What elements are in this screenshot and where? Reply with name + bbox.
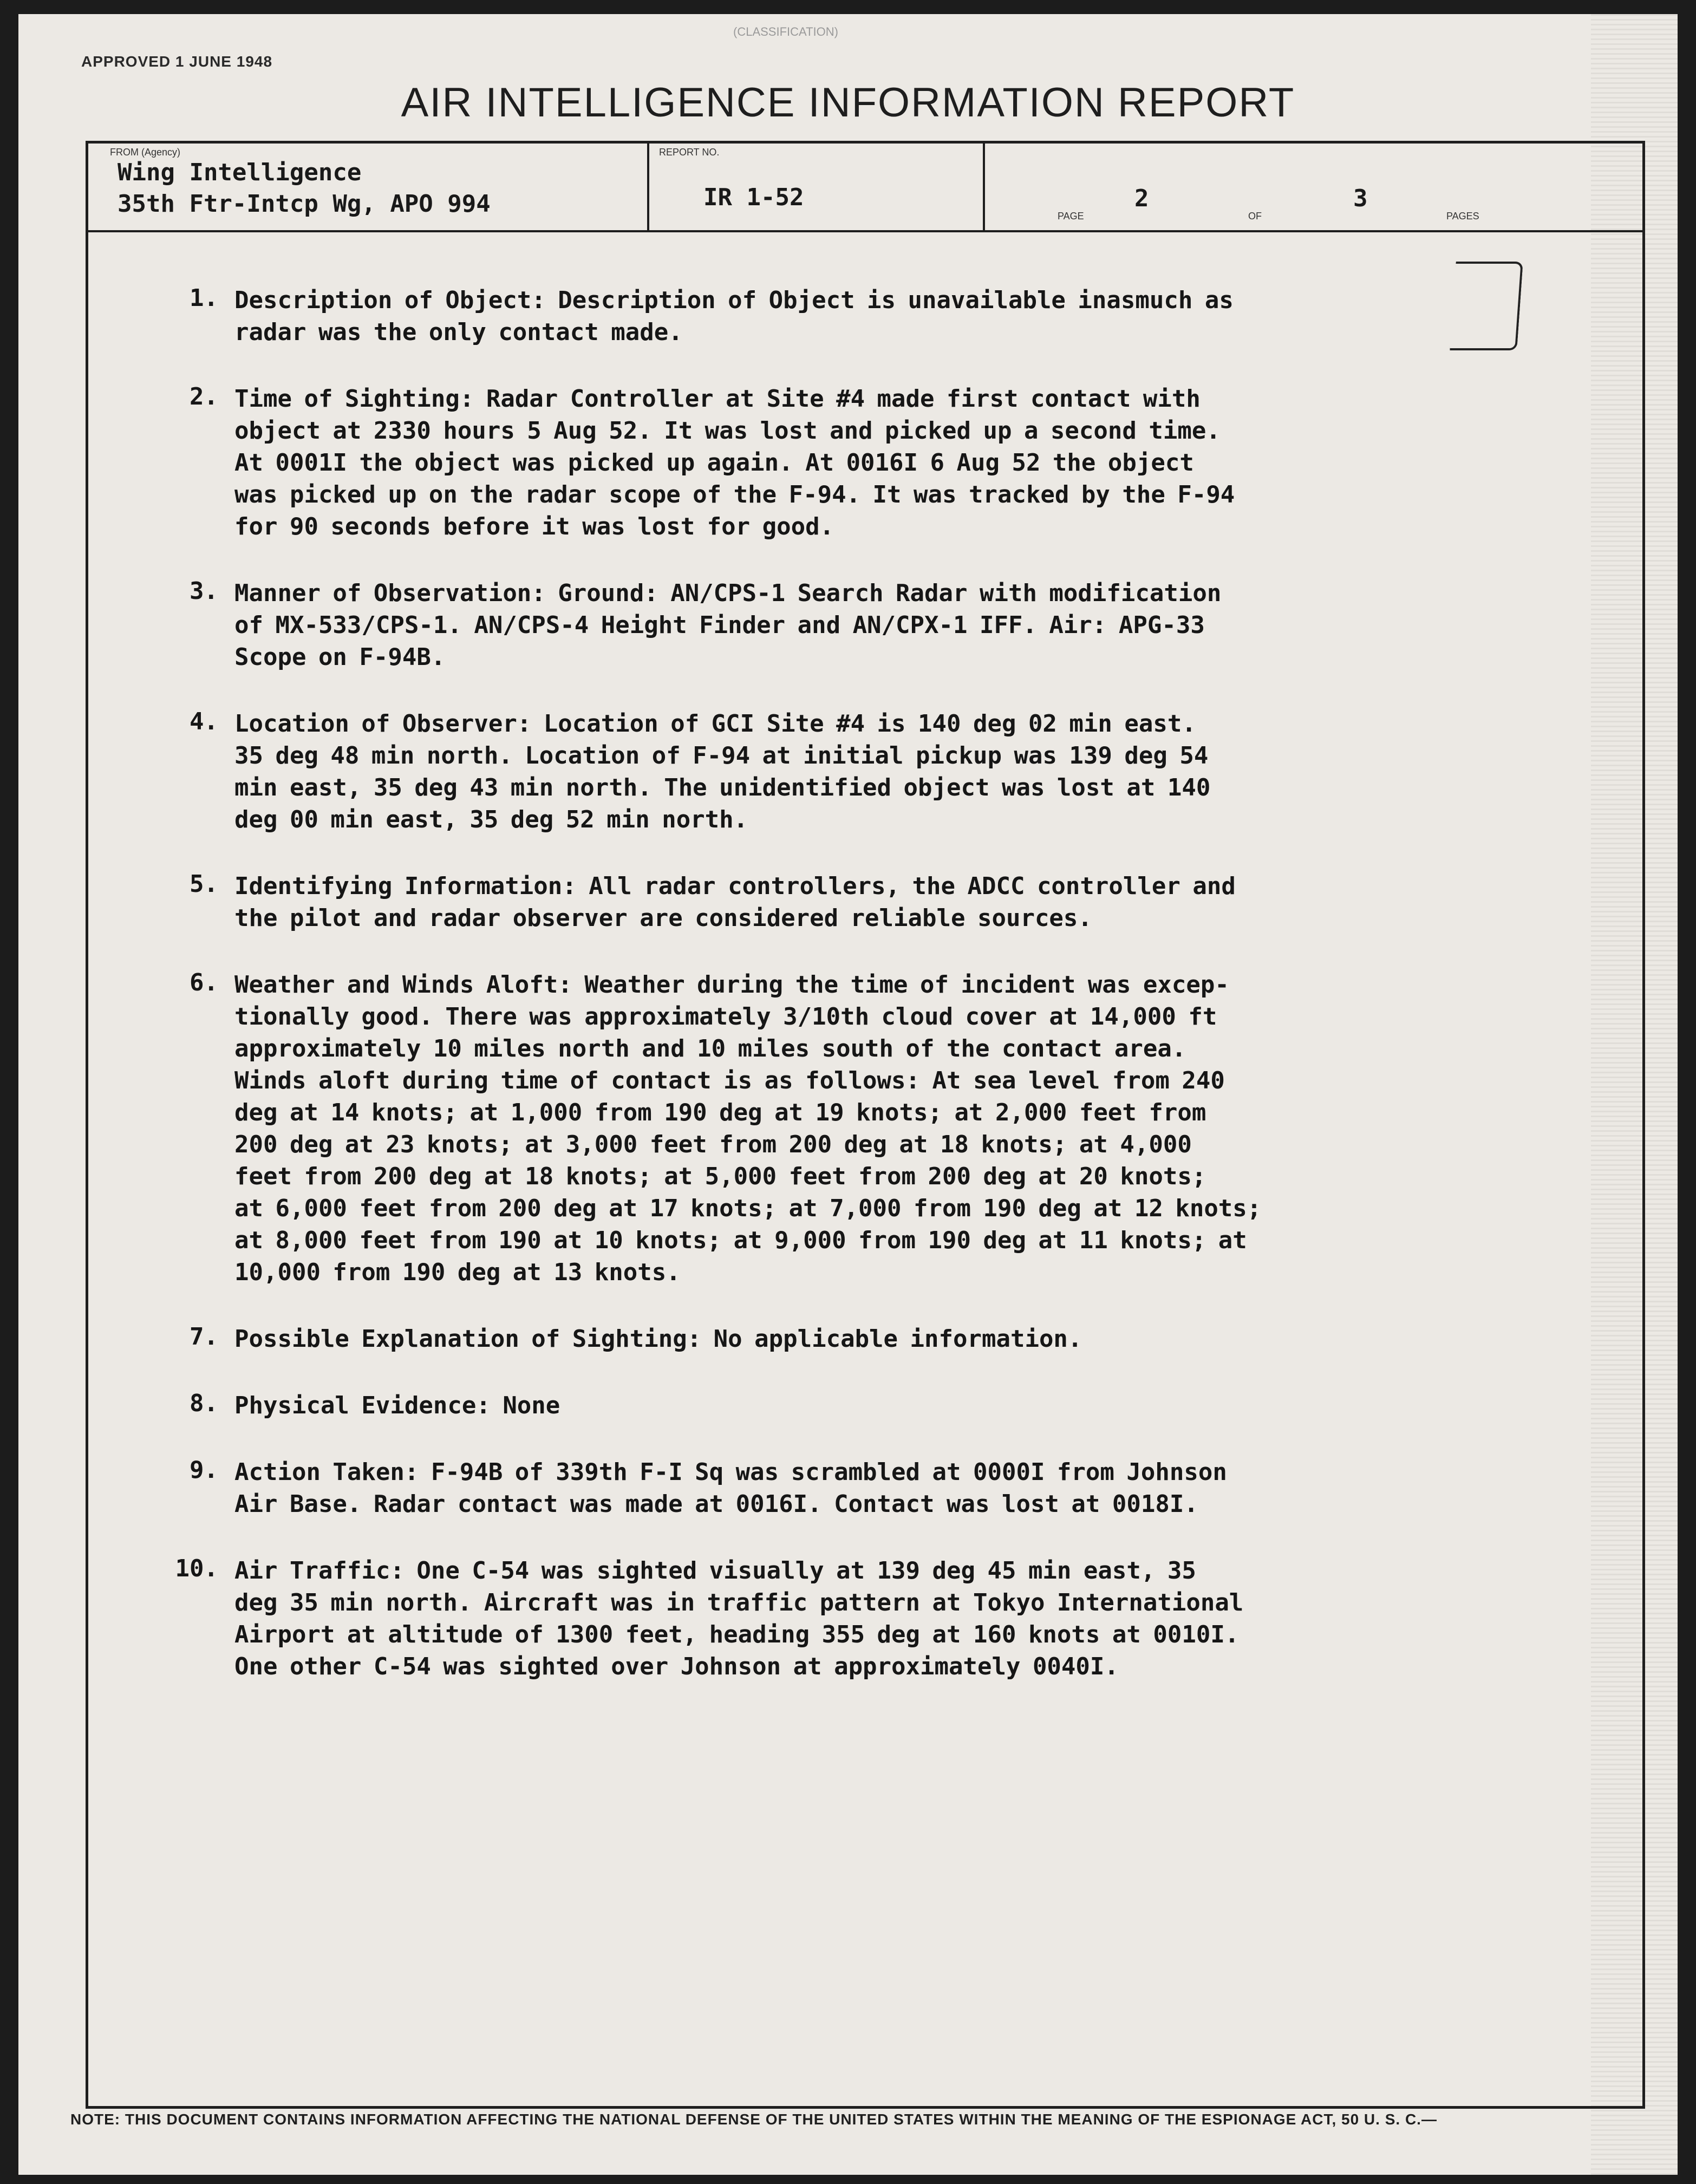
header-divider (647, 144, 649, 230)
report-title: AIR INTELLIGENCE INFORMATION REPORT (401, 80, 1295, 126)
header-divider (983, 144, 985, 230)
item-number: 4. (190, 708, 218, 735)
report-number: IR 1-52 (703, 184, 804, 211)
report-item-8 (159, 1390, 1523, 1422)
page-label: PAGE (1058, 211, 1084, 221)
item-text: Possible Explanation of Sighting: No applicable information. (234, 1325, 1082, 1353)
report-item-6 (159, 969, 1523, 1288)
item-text: Physical Evidence: None (234, 1392, 560, 1419)
approval-stamp: APPROVED 1 JUNE 1948 (81, 53, 273, 70)
item-number: 10. (175, 1555, 218, 1582)
classification-label: (CLASSIFICATION) (733, 25, 838, 38)
item-number: 8. (190, 1390, 218, 1417)
report-item-3 (159, 577, 1523, 673)
item-number: 7. (190, 1323, 218, 1351)
item-text: Weather and Winds Aloft: Weather during the time of incident was excep- tionally good. There was approximately 3/10th cloud cover at 14,000 ft approximately 10 miles north and 10 miles south of the contact area. Winds aloft during time of contact is as follows: At sea level from 240 deg at 14 knots; at 1,000 from 190 deg at 19 knots; at 2,000 feet from 200 deg at 23 knots; at 3,000 feet from 200 deg at 18 knots; at 4,000 feet from 200 deg at 18 knots; at 5,000 feet from 200 deg at 20 knots; at 6,000 feet from 200 deg at 17 knots; at 7,000 from 190 deg at 12 knots; at 8,000 feet from 190 at 10 knots; at 9,000 from 190 deg at 11 knots; at 10,000 from 190 deg at 13 knots. (234, 971, 1262, 1286)
report-item-2 (159, 383, 1523, 543)
report-item-1 (159, 284, 1523, 348)
item-number: 6. (190, 969, 218, 996)
report-item-7 (159, 1323, 1523, 1355)
from-agency-line1: Wing Intelligence (118, 159, 362, 186)
report-item-4 (159, 708, 1523, 836)
from-agency-line2: 35th Ftr-Intcp Wg, APO 994 (118, 190, 491, 218)
pages-label: PAGES (1446, 211, 1479, 221)
item-number: 1. (190, 284, 218, 312)
report-no-label: REPORT NO. (659, 147, 720, 158)
report-item-5 (159, 870, 1523, 934)
item-text: Action Taken: F-94B of 339th F-I Sq was scrambled at 0000I from Johnson Air Base. Radar contact was made at 0016I. Contact was lost at 0018I. (234, 1458, 1227, 1518)
of-label: OF (1248, 211, 1262, 221)
item-number: 2. (190, 383, 218, 410)
item-text: Identifying Information: All radar controllers, the ADCC controller and the pilot and radar observer are considered reliable sources. (234, 872, 1236, 932)
item-number: 9. (190, 1456, 218, 1484)
item-text: Air Traffic: One C-54 was sighted visually at 139 deg 45 min east, 35 deg 35 min north. Aircraft was in traffic pattern at Tokyo International Airport at altitude of 1300 feet, heading 355 deg at 160 knots at 0010I. One other C-54 was sighted over Johnson at approximately 0040I. (234, 1557, 1244, 1680)
report-items (159, 284, 1523, 1717)
espionage-act-note: NOTE: THIS DOCUMENT CONTAINS INFORMATION AFFECTING THE NATIONAL DEFENSE OF THE UNITED STATES WITHIN THE MEANING OF THE ESPIONAGE ACT, 50 U. S. C.— (70, 2111, 1437, 2128)
page-number: 2 (1134, 185, 1149, 212)
from-label: FROM (Agency) (110, 147, 181, 158)
item-number: 5. (190, 870, 218, 898)
item-text: Location of Observer: Location of GCI Site #4 is 140 deg 02 min east. 35 deg 48 min north. Location of F-94 at initial pickup was 139 deg 54 min east, 35 deg 43 min north. The unidentified object was lost at 140 deg 00 min east, 35 deg 52 min north. (234, 710, 1211, 833)
header-bottom-rule (88, 230, 1642, 232)
report-item-10 (159, 1555, 1523, 1683)
item-text: Description of Object: Description of Object is unavailable inasmuch as radar was the only contact made. (234, 286, 1234, 346)
item-number: 3. (190, 577, 218, 605)
item-text: Time of Sighting: Radar Controller at Site #4 made first contact with object at 2330 hours 5 Aug 52. It was lost and picked up a second time. At 0001I the object was picked up again. At 0016I 6 Aug 52 the object was picked up on the radar scope of the F-94. It was tracked by the F-94 for 90 seconds before it was lost for good. (234, 385, 1235, 540)
report-item-9 (159, 1456, 1523, 1520)
document-page (18, 14, 1678, 2175)
total-pages: 3 (1353, 185, 1368, 212)
item-text: Manner of Observation: Ground: AN/CPS-1 Search Radar with modification of MX-533/CPS-1. AN/CPS-4 Height Finder and AN/CPX-1 IFF. Air: APG-33 Scope on F-94B. (234, 579, 1222, 671)
report-frame (86, 141, 1645, 2109)
